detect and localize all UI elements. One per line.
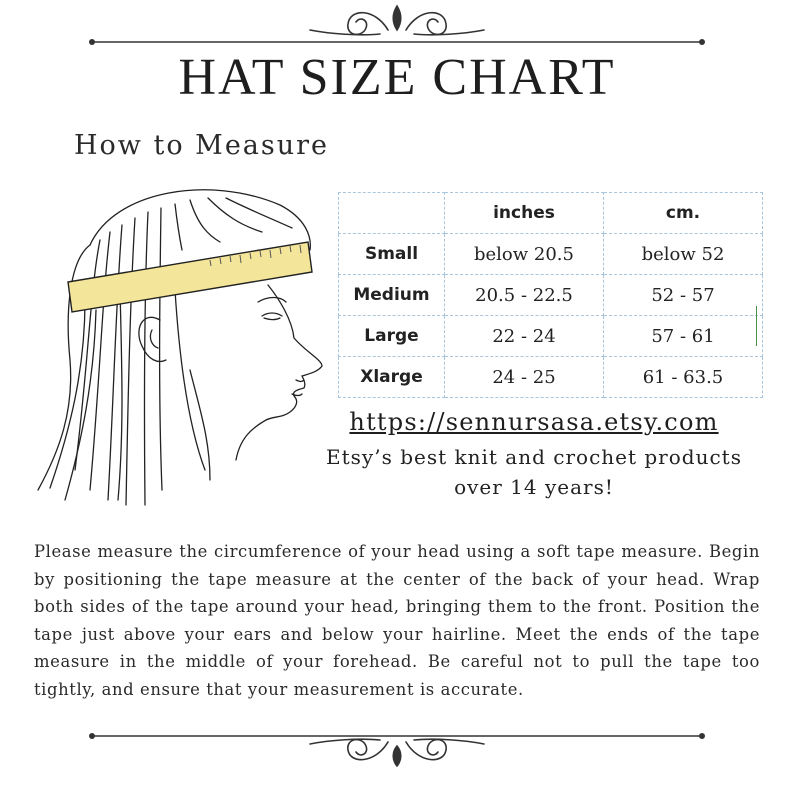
- table-row: [339, 357, 763, 398]
- head-with-tape-measure-illustration: [30, 170, 330, 510]
- size-table: [338, 192, 763, 398]
- cm-value: 57 - 61: [604, 316, 763, 357]
- cm-value: 52 - 57: [604, 275, 763, 316]
- table-row: [339, 316, 763, 357]
- edge-mark: [756, 306, 757, 346]
- size-label: Medium: [339, 275, 445, 316]
- size-label: Small: [339, 234, 445, 275]
- table-header-row: [339, 193, 763, 234]
- cm-value: 61 - 63.5: [604, 357, 763, 398]
- size-label: Large: [339, 316, 445, 357]
- size-label: Xlarge: [339, 357, 445, 398]
- page-title: HAT SIZE CHART: [178, 49, 616, 106]
- table-header-cell: [339, 193, 445, 234]
- table-row: [339, 234, 763, 275]
- ornament-divider-icon: [80, 0, 714, 46]
- shop-link[interactable]: https://sennursasa.etsy.com: [349, 408, 719, 436]
- inches-value: 20.5 - 22.5: [445, 275, 604, 316]
- how-to-measure-heading: How to Measure: [74, 130, 330, 161]
- ornament-divider-icon: [80, 724, 714, 770]
- tagline: Etsy’s best knit and crochet products over 14 years!: [326, 445, 742, 499]
- measuring-instructions: Please measure the circumference of your head using a soft tape measure. Begin by positioning the tape measure at the center of the back of your head. Wrap both sides of the tape around your head, bringing them to the front. Position the tape just above your ears and below your hairline. Meet the ends of the tape measure in the middle of your forehead. Be careful not to pull the tape too tightly, and ensure that your measurement is accurate.: [34, 542, 760, 699]
- cm-value: below 52: [604, 234, 763, 275]
- table-row: [339, 275, 763, 316]
- inches-value: 24 - 25: [445, 357, 604, 398]
- table-header-cell: cm.: [604, 193, 763, 234]
- table-header-cell: inches: [445, 193, 604, 234]
- inches-value: 22 - 24: [445, 316, 604, 357]
- inches-value: below 20.5: [445, 234, 604, 275]
